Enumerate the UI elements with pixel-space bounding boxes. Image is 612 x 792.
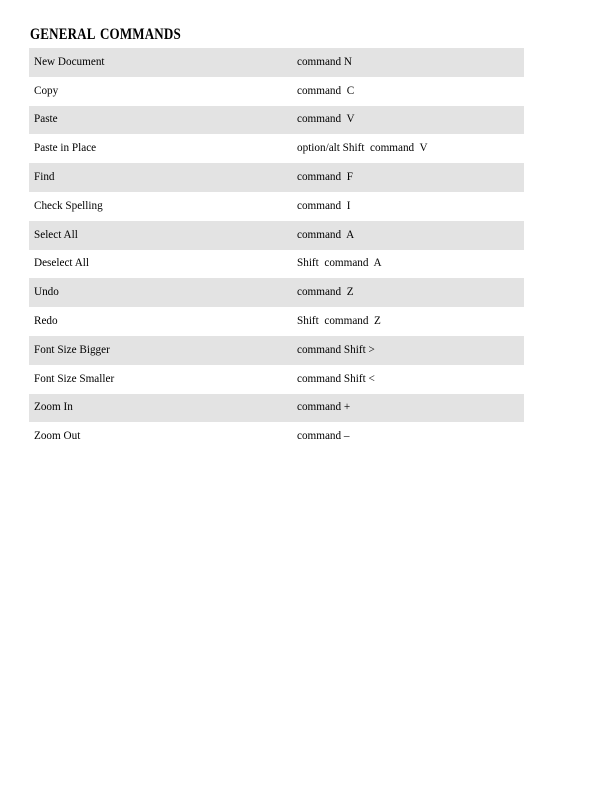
command-name-cell: New Document — [34, 55, 105, 68]
shortcut-keys-cell: command N — [297, 55, 352, 68]
command-name-cell: Undo — [34, 286, 59, 299]
shortcuts-table — [29, 48, 524, 451]
command-name-cell: Font Size Bigger — [34, 343, 110, 356]
command-name-cell: Zoom Out — [34, 430, 81, 443]
table-row — [29, 192, 524, 221]
table-row — [29, 250, 524, 279]
shortcut-keys-cell: command A — [297, 228, 355, 241]
command-name-cell: Paste in Place — [34, 142, 97, 155]
command-name-cell: Select All — [34, 228, 78, 241]
command-name-cell: Paste — [34, 113, 58, 126]
command-name-cell: Check Spelling — [34, 199, 103, 212]
table-row — [29, 134, 524, 163]
shortcut-keys-cell: command C — [297, 84, 355, 97]
command-name-cell: Zoom In — [34, 401, 73, 414]
shortcut-keys-cell: command Shift > — [297, 343, 375, 356]
shortcut-keys-cell: command + — [297, 401, 351, 414]
table-row — [29, 307, 524, 336]
shortcut-keys-cell: command Shift < — [297, 372, 375, 385]
shortcut-keys-cell: Shift command Z — [297, 315, 381, 328]
table-row — [29, 77, 524, 106]
shortcut-keys-cell: command V — [297, 113, 355, 126]
table-row — [29, 221, 524, 250]
shortcuts-table-body — [29, 48, 524, 451]
command-name-cell: Font Size Smaller — [34, 372, 115, 385]
shortcut-keys-cell: command Z — [297, 286, 354, 299]
table-row — [29, 365, 524, 394]
table-row — [29, 278, 524, 307]
table-row — [29, 394, 524, 423]
shortcut-keys-cell: Shift command A — [297, 257, 382, 270]
table-row — [29, 106, 524, 135]
shortcut-keys-cell: command F — [297, 171, 353, 184]
table-row — [29, 48, 524, 77]
command-name-cell: Deselect All — [34, 257, 89, 270]
table-row — [29, 422, 524, 451]
table-row — [29, 336, 524, 365]
page-title: GENERAL COMMANDS — [30, 26, 181, 43]
command-name-cell: Copy — [34, 84, 59, 97]
command-name-cell: Find — [34, 171, 55, 184]
command-name-cell: Redo — [34, 315, 58, 328]
shortcut-keys-cell: command I — [297, 199, 351, 212]
general-commands-section — [29, 26, 519, 451]
shortcut-keys-cell: command – — [297, 430, 350, 443]
shortcut-keys-cell: option/alt Shift command V — [297, 142, 428, 155]
table-row — [29, 163, 524, 192]
